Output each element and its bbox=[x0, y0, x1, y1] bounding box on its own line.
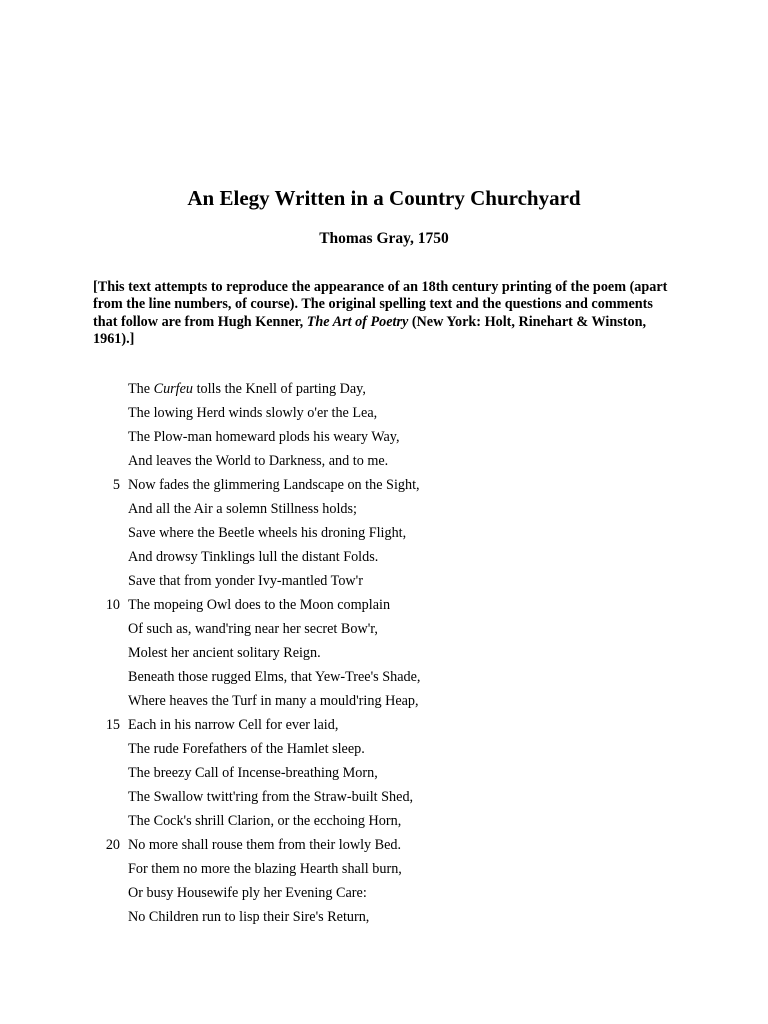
line-text: Now fades the glimmering Landscape on the Sight, bbox=[128, 477, 420, 493]
line-text: The lowing Herd winds slowly o'er the Lea, bbox=[128, 405, 378, 421]
poem-line bbox=[0, 449, 768, 473]
line-text: And leaves the World to Darkness, and to me. bbox=[128, 453, 389, 469]
line-text: For them no more the blazing Hearth shall burn, bbox=[128, 861, 402, 877]
poem-line bbox=[0, 737, 768, 761]
poem-line bbox=[0, 809, 768, 833]
line-text: The Swallow twitt'ring from the Straw-built Shed, bbox=[128, 789, 414, 805]
editorial-note-text: [This text attempts to reproduce the appearance of an 18th century printing of the poem (apart from the line numbers, of course). The original spelling text and the questions and comments that follow are from Hugh Kenner, bbox=[93, 279, 668, 330]
poem-line bbox=[0, 785, 768, 809]
line-text-end: tolls the Knell of parting Day, bbox=[193, 381, 366, 397]
poem-line bbox=[0, 569, 768, 593]
line-number: 5 bbox=[112, 477, 120, 493]
line-text: No more shall rouse them from their lowly Bed. bbox=[128, 837, 402, 853]
line-number: 20 bbox=[105, 837, 120, 853]
line-text: Molest her ancient solitary Reign. bbox=[128, 645, 321, 661]
poem-line bbox=[0, 593, 768, 617]
poem-author: Thomas Gray, 1750 bbox=[319, 230, 449, 247]
poem-title: An Elegy Written in a Country Churchyard bbox=[187, 186, 581, 210]
poem-line bbox=[0, 761, 768, 785]
poem-line bbox=[0, 641, 768, 665]
line-text: The rude Forefathers of the Hamlet sleep. bbox=[128, 741, 365, 757]
poem-line bbox=[0, 857, 768, 881]
poem-lines bbox=[0, 377, 768, 929]
line-text-start: The bbox=[128, 381, 154, 397]
editorial-note-citation: (New York: Holt, Rinehart & Winston, 1961).] bbox=[93, 313, 647, 347]
poem-line bbox=[0, 545, 768, 569]
poem-line bbox=[0, 905, 768, 929]
poem-line bbox=[0, 689, 768, 713]
italic-word: Curfeu bbox=[153, 381, 194, 397]
line-text: Each in his narrow Cell for ever laid, bbox=[128, 717, 339, 733]
line-text: The Cock's shrill Clarion, or the ecchoing Horn, bbox=[128, 813, 402, 829]
line-text: Save that from yonder Ivy-mantled Tow'r bbox=[128, 573, 363, 589]
poem-line bbox=[0, 425, 768, 449]
line-number: 10 bbox=[105, 597, 120, 613]
line-text: Save where the Beetle wheels his droning Flight, bbox=[128, 525, 407, 541]
line-text bbox=[128, 377, 366, 401]
poem-line bbox=[0, 713, 768, 737]
poem-line bbox=[0, 617, 768, 641]
line-text: And drowsy Tinklings lull the distant Folds. bbox=[128, 549, 379, 565]
line-text: And all the Air a solemn Stillness holds; bbox=[128, 501, 357, 517]
poem-line bbox=[0, 521, 768, 545]
line-text: The Plow-man homeward plods his weary Way, bbox=[128, 429, 400, 445]
poem-line bbox=[0, 401, 768, 425]
line-text: Or busy Housewife ply her Evening Care: bbox=[128, 885, 367, 901]
line-text: The breezy Call of Incense-breathing Morn, bbox=[128, 765, 378, 781]
line-text: Where heaves the Turf in many a mould'ring Heap, bbox=[128, 693, 419, 709]
poem-line bbox=[0, 881, 768, 905]
poem-line bbox=[0, 833, 768, 857]
editorial-note bbox=[93, 279, 673, 348]
line-text: Of such as, wand'ring near her secret Bow'r, bbox=[128, 621, 378, 637]
poem-line bbox=[0, 473, 768, 497]
poem-line bbox=[0, 665, 768, 689]
line-text: Beneath those rugged Elms, that Yew-Tree's Shade, bbox=[128, 669, 421, 685]
line-number: 15 bbox=[105, 717, 120, 733]
poem-line bbox=[0, 377, 768, 401]
line-text: No Children run to lisp their Sire's Return, bbox=[128, 909, 370, 925]
line-text: The mopeing Owl does to the Moon complain bbox=[128, 597, 391, 613]
book-title: The Art of Poetry bbox=[306, 313, 409, 330]
poem-line bbox=[0, 497, 768, 521]
